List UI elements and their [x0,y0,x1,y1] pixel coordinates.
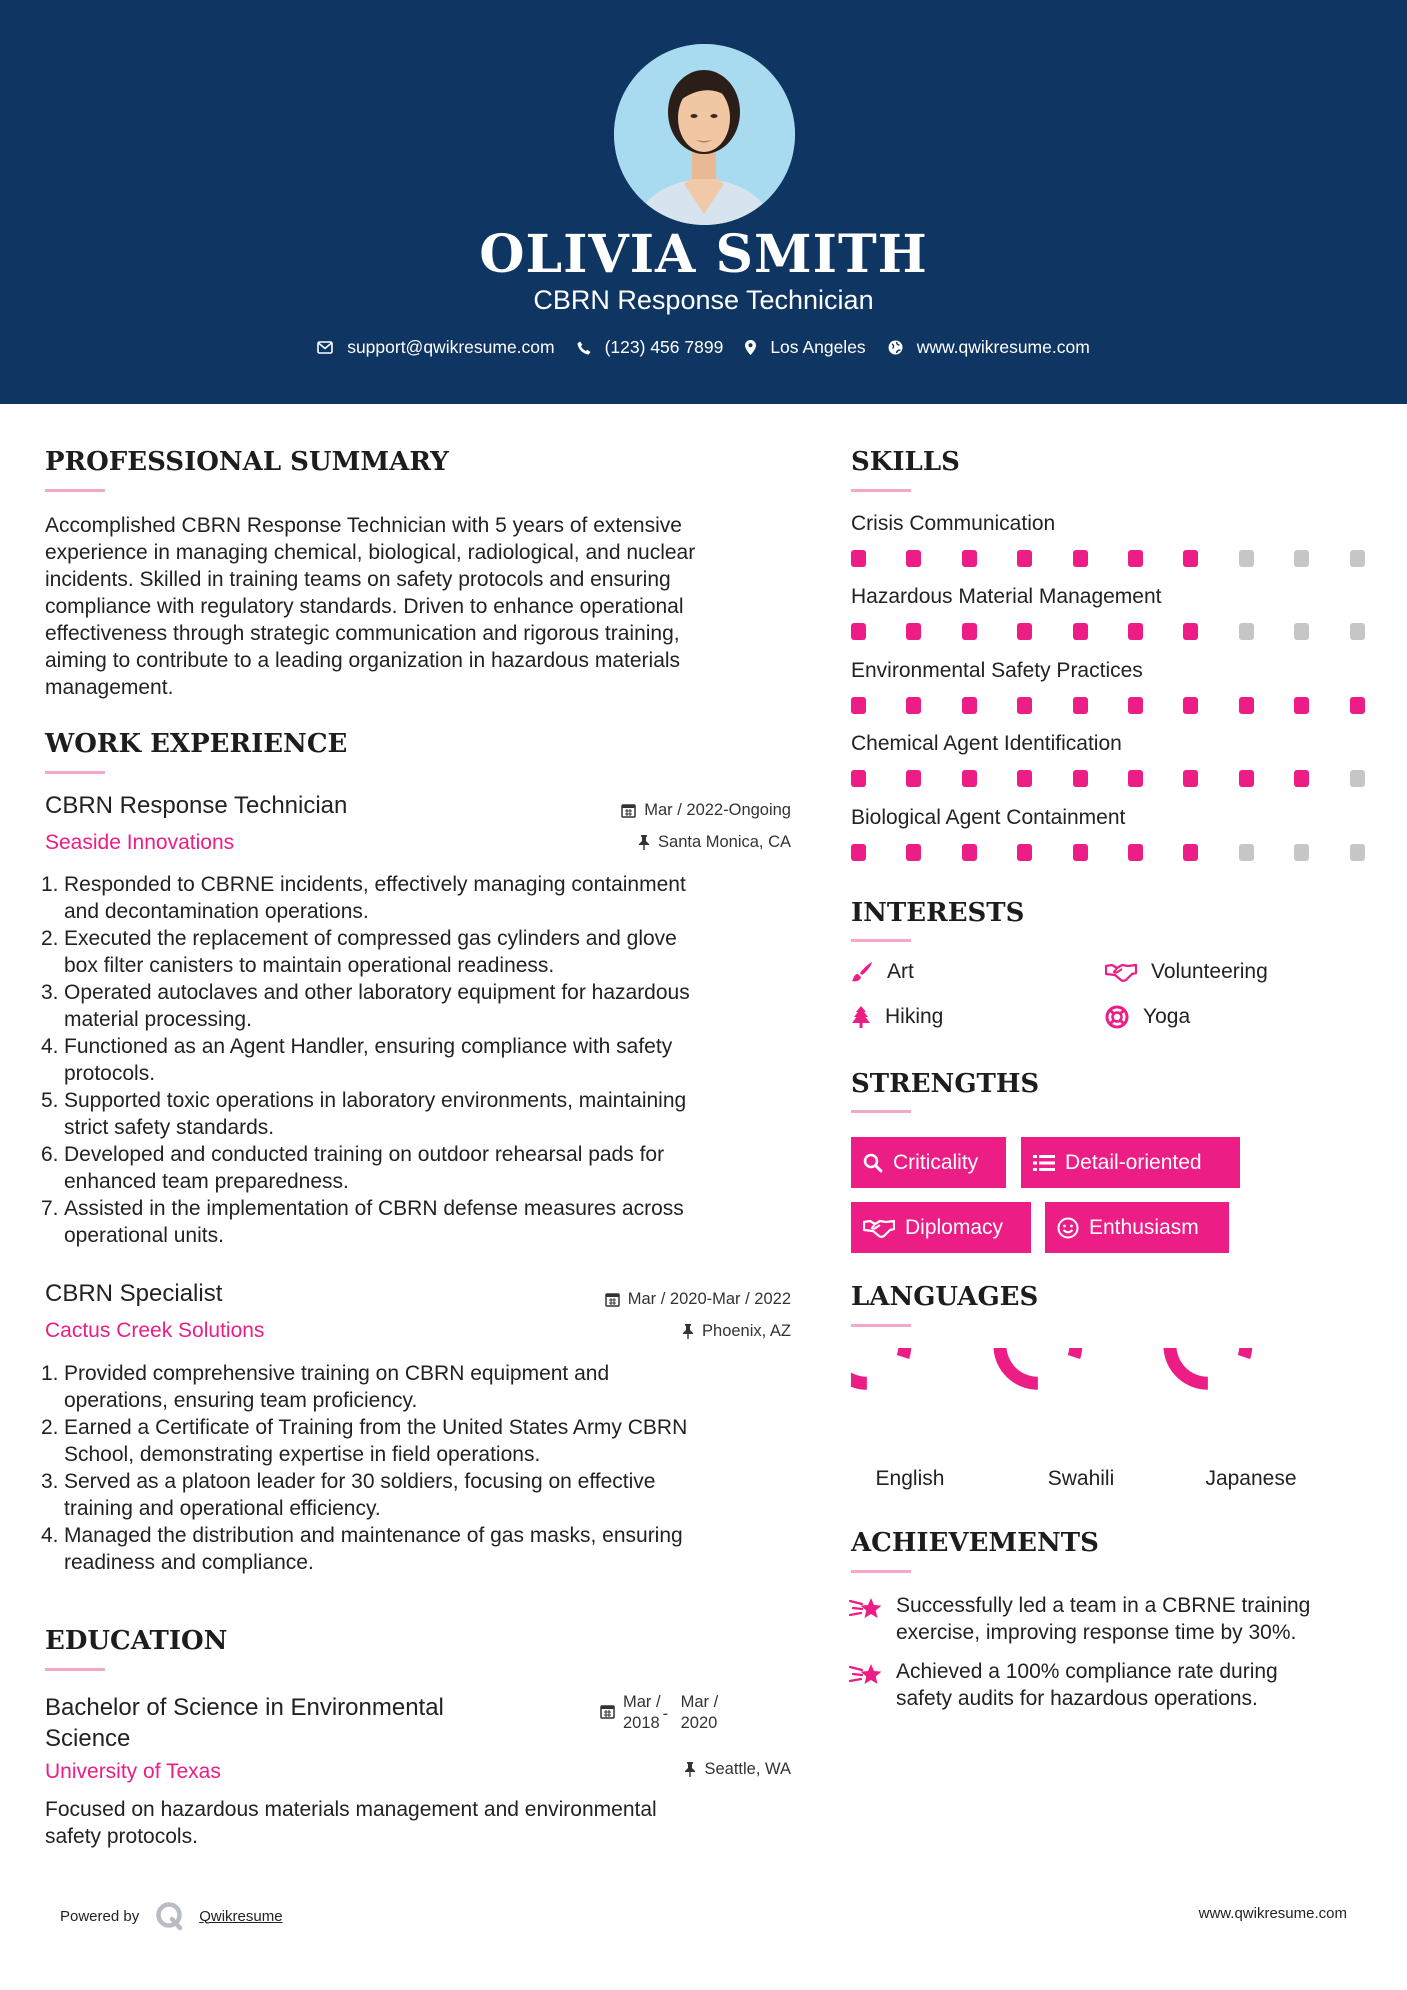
skill-dot [1128,844,1143,861]
interests-heading: INTERESTS [851,898,1025,928]
skill-dot [851,623,866,640]
skill-dot [1128,623,1143,640]
shooting-star-icon [849,1660,883,1688]
skill-dot [1294,844,1309,861]
skill-dot [906,623,921,640]
list-item: 1. Provided comprehensive training on CBRN equipment and operations, ensuring team proficiency. [41,1362,610,1412]
powered-by-text: Powered by [60,1907,140,1925]
skill-dot [962,623,977,640]
shooting-star-icon [849,1594,883,1622]
summary-line: Accomplished CBRN Response Technician with 5 years of extensive [45,514,682,537]
pushpin-icon [682,1324,694,1339]
phone-icon [577,341,591,355]
list-item: 7. Assisted in the implementation of CBRN defense measures across operational units. [41,1197,684,1247]
skill-dot [1073,697,1088,714]
interest-item [1105,960,1268,984]
skill-dot [851,697,866,714]
skill-dot [1073,550,1088,567]
summary-underline [45,489,105,492]
skill-dot [1294,623,1309,640]
skill-rating [851,550,1368,568]
achievements-underline [851,1570,911,1573]
edu-date-dash: - [662,1705,669,1723]
skill-dot [1239,844,1254,861]
skill-dot [1350,697,1365,714]
languages-rings [851,1348,1371,1448]
job-date-text: Mar / 2020-Mar / 2022 [627,1290,791,1308]
brand-link[interactable]: Qwikresume [199,1907,283,1925]
list-item: 6. Developed and conducted training on outdoor rehearsal pads for enhanced team preparedness. [41,1143,665,1193]
strength-label: Diplomacy [905,1215,1004,1239]
skill-dot [1350,623,1365,640]
achievements-heading: ACHIEVEMENTS [851,1528,1099,1558]
achievement-line: Achieved a 100% compliance rate during [896,1660,1278,1683]
skill-name: Chemical Agent Identification [851,732,1122,755]
degree-line: Bachelor of Science in Environmental [45,1694,444,1721]
company-name: Seaside Innovations [45,831,235,854]
interest-label: Hiking [885,1005,944,1028]
language-ring [851,1348,905,1383]
contact-phone[interactable] [577,337,724,358]
work-heading: WORK EXPERIENCE [45,729,348,759]
strength-badge [851,1137,1006,1188]
skill-dot [1183,550,1198,567]
skill-dot [906,770,921,787]
envelope-icon [317,341,333,354]
strength-label: Detail-oriented [1065,1150,1202,1174]
strength-badge [1045,1202,1229,1253]
skill-dot [1239,697,1254,714]
calendar-icon [605,1292,620,1307]
contact-location [745,337,865,358]
handshake-icon [863,1218,895,1238]
edu-end-month: Mar / [680,1693,719,1711]
email-text: support@qwikresume.com [347,337,555,357]
smile-icon [1057,1217,1079,1239]
work-underline [45,771,105,774]
skill-dot [962,550,977,567]
summary-text [45,512,805,701]
skill-dot [1294,770,1309,787]
skill-dot [1183,770,1198,787]
strengths-underline [851,1110,911,1113]
education-underline [45,1668,105,1671]
education-desc-line: Focused on hazardous materials management and environmental [45,1798,657,1821]
summary-line: aiming to contribute to a leading organization in hazardous materials [45,649,681,672]
skill-rating [851,697,1368,715]
job-location [682,1322,791,1341]
interest-item [851,960,914,984]
globe-icon [888,340,903,355]
strength-badge [851,1202,1031,1253]
lifering-icon [1105,1005,1129,1029]
profile-photo [614,44,795,225]
phone-text: (123) 456 7899 [604,337,724,357]
skill-dot [906,550,921,567]
degree-title [45,1692,444,1754]
list-item: 2. Executed the replacement of compressed gas cylinders and glove box filter canisters to maintain operational readiness. [41,927,677,977]
skill-dot [1017,550,1032,567]
job-location-text: Santa Monica, CA [658,833,791,851]
qwikresume-logo-icon [155,1901,185,1931]
degree-line: Science [45,1725,131,1752]
tree-icon [851,1006,871,1028]
skill-dot [1183,844,1198,861]
skill-dot [1294,550,1309,567]
achievement-item [849,1592,1310,1646]
search-icon [863,1153,883,1173]
interest-label: Art [887,960,914,983]
job-duties-list [41,871,805,1249]
skill-dot [1239,770,1254,787]
skill-dot [1350,770,1365,787]
map-marker-icon [745,340,756,355]
strengths-heading: STRENGTHS [851,1069,1040,1099]
education-location-text: Seattle, WA [704,1760,791,1778]
job-title: CBRN Response Technician [45,792,348,819]
language-label: English [875,1467,945,1490]
language-label: Japanese [1205,1467,1297,1490]
website-text: www.qwikresume.com [916,337,1090,357]
edu-end-year: 2020 [680,1714,718,1732]
skill-dot [1183,623,1198,640]
contact-website[interactable] [888,337,1090,358]
languages-heading: LANGUAGES [851,1282,1039,1312]
language-ring [1170,1348,1246,1383]
skill-dot [851,550,866,567]
strength-label: Criticality [893,1150,979,1174]
pushpin-icon [684,1762,696,1777]
skill-dot [962,770,977,787]
job-location-text: Phoenix, AZ [702,1322,791,1340]
education-description [45,1796,805,1850]
pushpin-icon [638,835,650,850]
list-item: 4. Functioned as an Agent Handler, ensuring compliance with safety protocols. [41,1035,673,1085]
skill-dot [851,770,866,787]
skill-dot [1017,844,1032,861]
list-item: 1. Responded to CBRNE incidents, effectively managing containment and decontamination operations. [41,873,686,923]
skill-dot [1350,844,1365,861]
summary-line: management. [45,676,174,699]
skill-dot [1239,550,1254,567]
school-name: University of Texas [45,1760,221,1783]
footer-powered-by [60,1901,283,1931]
skill-dot [851,844,866,861]
skill-dot [1294,697,1309,714]
footer-website[interactable]: www.qwikresume.com [1198,1905,1347,1922]
languages-underline [851,1324,911,1327]
interest-item [1105,1005,1190,1029]
skill-dot [1128,550,1143,567]
language-ring [1000,1348,1076,1383]
list-item: 3. Served as a platoon leader for 30 soldiers, focusing on effective training and operational efficiency. [41,1470,656,1520]
strength-label: Enthusiasm [1089,1215,1199,1239]
skill-rating [851,844,1368,862]
list-item: 4. Managed the distribution and maintenance of gas masks, ensuring readiness and compliance. [41,1524,683,1574]
edu-start-month: Mar / [623,1693,661,1711]
skills-underline [851,489,911,492]
skill-name: Crisis Communication [851,512,1056,535]
summary-line: effectiveness through strategic communication and rigorous training, [45,622,680,645]
interests-underline [851,939,911,942]
skill-name: Biological Agent Containment [851,806,1126,829]
interest-label: Volunteering [1151,960,1268,983]
resume-header [0,0,1407,404]
handshake-icon [1105,962,1137,982]
list-item: 2. Earned a Certificate of Training from the United States Army CBRN School, demonstrating expertise in field operations. [41,1416,688,1466]
calendar-icon [621,803,636,818]
skill-rating [851,623,1368,641]
job-location [638,833,791,852]
interest-label: Yoga [1143,1005,1191,1028]
skill-name: Hazardous Material Management [851,585,1162,608]
skills-heading: SKILLS [851,447,960,477]
skill-dot [906,697,921,714]
skill-dot [906,844,921,861]
education-date [600,1692,718,1734]
skill-dot [1239,623,1254,640]
location-text: Los Angeles [770,337,866,357]
summary-line: incidents. Skilled in training teams on safety protocols and ensuring [45,568,671,591]
job-duties-list [41,1360,805,1576]
summary-heading: PROFESSIONAL SUMMARY [45,447,449,477]
calendar-icon [600,1704,615,1719]
skill-dot [962,844,977,861]
summary-line: compliance with regulatory standards. Driven to enhance operational [45,595,684,618]
skill-dot [1183,697,1198,714]
candidate-name: OLIVIA SMITH [479,224,928,285]
skill-dot [1073,770,1088,787]
skill-dot [1017,770,1032,787]
contact-bar [0,337,1407,358]
skill-dot [1073,844,1088,861]
list-item: 5. Supported toxic operations in laboratory environments, maintaining strict safety standards. [41,1089,687,1139]
job-date [621,801,791,820]
interest-item [851,1005,943,1029]
job-title: CBRN Specialist [45,1280,223,1307]
education-desc-line: safety protocols. [45,1825,198,1848]
skill-dot [962,697,977,714]
skill-dot [1073,623,1088,640]
achievement-line: exercise, improving response time by 30%. [896,1621,1297,1644]
skill-rating [851,770,1368,788]
summary-line: experience in managing chemical, biological, radiological, and nuclear [45,541,696,564]
achievement-item [849,1658,1278,1712]
strength-badge [1021,1137,1240,1188]
company-name: Cactus Creek Solutions [45,1319,265,1342]
contact-email[interactable] [317,337,554,358]
list-item: 3. Operated autoclaves and other laboratory equipment for hazardous material processing. [41,981,690,1031]
skill-dot [1017,623,1032,640]
edu-start-year: 2018 [623,1714,660,1732]
paintbrush-icon [851,961,873,983]
job-date [605,1290,791,1309]
education-location [684,1760,791,1779]
job-date-text: Mar / 2022-Ongoing [644,801,791,819]
list-icon [1033,1154,1055,1172]
skill-dot [1128,697,1143,714]
skill-dot [1350,550,1365,567]
education-heading: EDUCATION [45,1626,228,1656]
achievement-line: Successfully led a team in a CBRNE training [896,1594,1311,1617]
achievement-line: safety audits for hazardous operations. [896,1687,1258,1710]
candidate-title: CBRN Response Technician [533,285,874,315]
skill-name: Environmental Safety Practices [851,659,1143,682]
language-label: Swahili [1047,1467,1115,1490]
skill-dot [1017,697,1032,714]
skill-dot [1128,770,1143,787]
